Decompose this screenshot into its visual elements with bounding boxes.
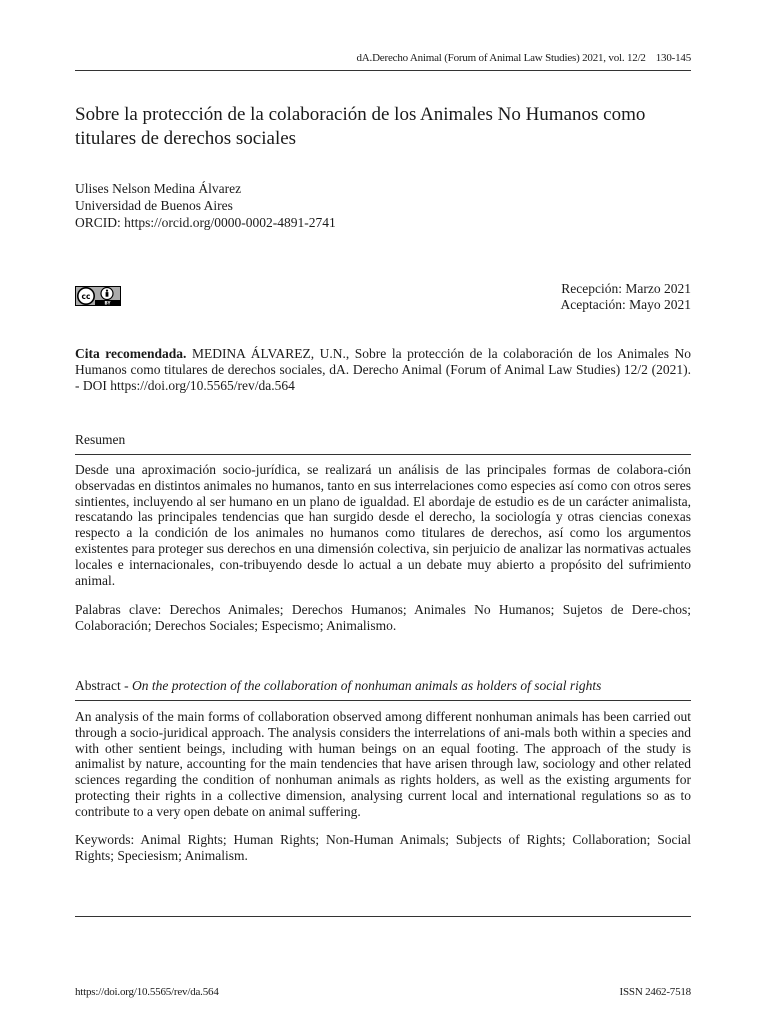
keywords: Keywords: Animal Rights; Human Rights; Non-Human Animals; Subjects of Rights; Collaboration; Social Rights; Speciesism; Animalism. <box>75 832 691 863</box>
accepted-date: Aceptación: Mayo 2021 <box>560 297 691 312</box>
bottom-rule <box>75 916 691 917</box>
resumen-rule <box>75 454 691 455</box>
dates-block <box>561 281 691 313</box>
recommended-citation <box>75 346 691 394</box>
abstract-rule <box>75 700 691 701</box>
paper-page <box>75 0 691 1024</box>
palabras-clave: Palabras clave: Derechos Animales; Derechos Humanos; Animales No Humanos; Sujetos de Dere-chos; Colaboración; Derechos Sociales; Especismo; Animalismo. <box>75 602 691 633</box>
header-rule <box>75 70 691 71</box>
page-range: 130-145 <box>655 52 691 64</box>
article-title: Sobre la protección de la colaboración de los Animales No Humanos como titulares de derechos sociales <box>75 104 646 149</box>
received-date: Recepción: Marzo 2021 <box>561 281 691 296</box>
running-header <box>75 52 691 64</box>
abstract-body: An analysis of the main forms of collaboration observed among different nonhuman animals has been carried out through a socio-juridical approach. The analysis considers the interrelations of ani-mals both within a species and with other sentient beings, including with human beings on an equal footing. The approach of the study is animalist by nature, accounting for the main tendencies that have arisen through law, sociology and other related sciences regarding the condition of nonhuman animals as rights holders, as well as the existing arguments for protecting their rights in a collective dimension, analysing current local and international regulations so as to contribute to a very open debate on animal suffering. <box>75 709 691 819</box>
resumen-body: Desde una aproximación socio-jurídica, se realizará un análisis de las principales formas de colabora-ción observadas en distintos animales no humanos, tanto en sus interrelaciones como especies así como con otros seres sintientes, incluyendo al ser humano en un plano de igualdad. El abordaje de estudio es de un carácter animalista, rescatando las principales tendencias que han surgido desde el derecho, la sociología y otras ciencias conexas respecto a la condición de los animales no humanos como titulares de derechos, así como los argumentos existentes para proteger sus derechos en una dimensión colectiva, sin perjuicio de analizar las normativas actuales locales e internacionales, con-tribuyendo desde lo actual a un debate muy abierto a propósito del sufrimiento animal. <box>75 462 691 588</box>
footer-doi[interactable]: https://doi.org/10.5565/rev/da.564 <box>75 986 219 998</box>
abstract-english-title: On the protection of the collaboration of nonhuman animals as holders of social rights <box>131 678 602 693</box>
citation-label: Cita recomendada. <box>75 346 187 361</box>
citation-text: MEDINA ÁLVAREZ, U.N., Sobre la protección de la colaboración de los Animales No Humanos como titulares de derechos sociales, dA. Derecho Animal (Forum of Animal Law Studies) 12/2 (2021). - DOI https://doi.org/10.5565/rev/da.564 <box>75 346 691 393</box>
author-affiliation: Universidad de Buenos Aires <box>75 198 233 213</box>
cc-text: cc <box>81 291 91 301</box>
resumen-heading: Resumen <box>75 432 126 447</box>
creative-commons-by-icon[interactable] <box>75 286 121 306</box>
abstract-heading <box>75 678 691 694</box>
author-name: Ulises Nelson Medina Álvarez <box>75 181 242 196</box>
footer-issn: ISSN 2462-7518 <box>619 986 691 998</box>
abstract-heading-prefix: Abstract - <box>75 678 132 693</box>
author-block <box>75 180 691 231</box>
journal-name: dA.Derecho Animal (Forum of Animal Law Studies) 2021, vol. 12/2 <box>356 52 646 64</box>
author-orcid: ORCID: https://orcid.org/0000-0002-4891-2741 <box>75 215 336 230</box>
by-text: BY <box>104 300 111 306</box>
